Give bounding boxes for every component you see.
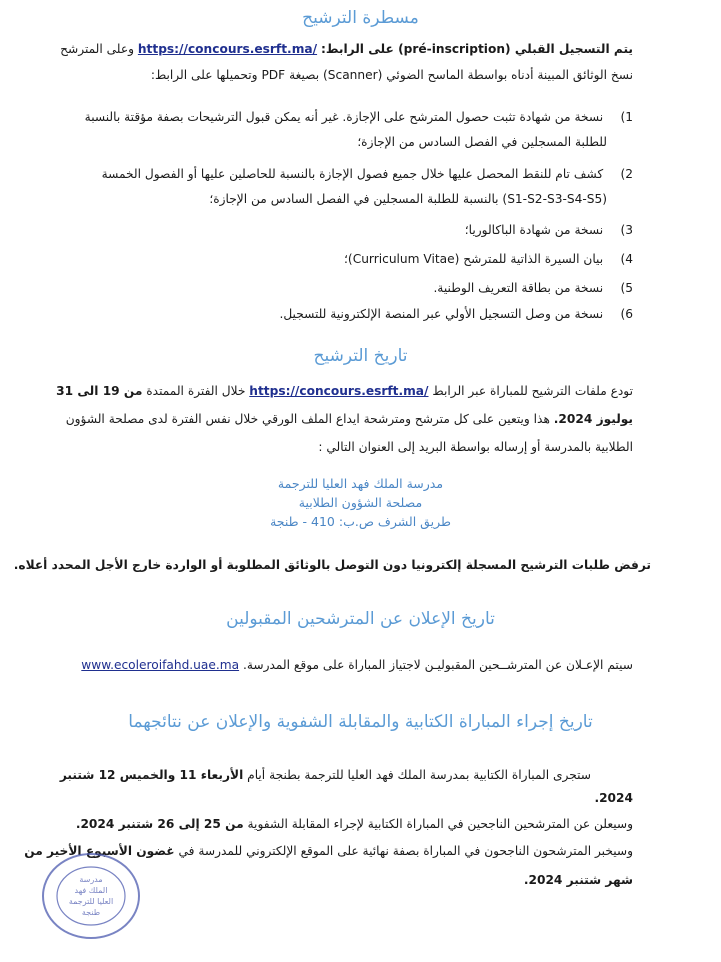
announcement-line [60,656,633,674]
list-item-1-cont: للطلبة المسجلين في الفصل السادس من الإجازة؛ [357,135,607,149]
registration-line [60,40,633,58]
registration-suffix: وعلى المترشح [60,42,134,56]
exam-final-month: شهر شتنبر 2024. [523,873,633,887]
exam-final-period: غضون الأسبوع الأخير من [24,844,175,858]
list-text: نسخة من شهادة تثبت حصول المترشح على الإجازة. غير أنه يمكن قبول الترشيحات بصفة مؤقتة بالنسبة [84,110,604,124]
stamp-line: الملك فهد [74,886,108,895]
address-service: مصلحة الشؤون الطلابية [298,495,423,510]
list-item-2 [60,165,633,183]
exam-line-1 [60,766,591,784]
list-text: نسخة من شهادة الباكالوريا؛ [464,223,604,237]
application-link[interactable]: https://concours.esrft.ma/ [249,384,429,398]
exam-oral-text: وسيعلن عن المترشحين الناجحين في المباراة الكتابية لإجراء المقابلة الشفوية [247,817,633,831]
application-line-2 [60,410,633,428]
list-text: نسخة من وصل التسجيل الأولي عبر المنصة الإلكترونية للتسجيل. [279,307,604,321]
list-number: 3) [620,223,633,237]
exam-final-text: وسيخبر المترشحون الناجحون في المباراة بصفة نهائية على الموقع الإلكتروني للمدرسة في [178,844,633,858]
list-text: بيان السيرة الذاتية للمترشح (Curriculum Vitae)؛ [344,252,604,266]
rejection-notice: ترفض طلبات الترشيح المسجلة إلكترونيا دون التوصل بالوثائق المطلوبة أو الواردة خارج الأجل المحدد أعلاه. [13,558,651,572]
stamp-line: مدرسة [79,875,103,884]
exam-line-3 [24,842,633,860]
stamp-line: العليا للترجمة [68,897,114,906]
list-number: 1) [620,110,633,124]
list-item-5 [60,279,633,297]
application-prefix: تودع ملفات الترشيح للمباراة عبر الرابط [432,384,633,398]
list-text: كشف تام للنقط المحصل عليها خلال جميع فصول الإجازة بالنسبة للحاصلين عليها أو الفصول الخمسة [101,167,604,181]
exam-oral-dates: من 25 إلى 26 شتنبر 2024. [75,817,244,831]
stamp-line: طنجة [81,908,101,917]
list-item-3 [60,221,633,239]
list-number: 4) [620,252,633,266]
application-period-end: يوليوز 2024. [553,412,633,426]
registration-prefix: يتم التسجيل القبلي (pré-inscription) على الرابط: [320,42,633,56]
exam-line-2 [60,815,633,833]
address-school: مدرسة الملك فهد العليا للترجمة [277,476,444,491]
list-item-2-cont: (S1-S2-S3-S4-S5) بالنسبة للطلبة المسجلين في الفصل السادس من الإجازة؛ [209,192,607,206]
registration-link[interactable]: https://concours.esrft.ma/ [137,42,318,56]
exam-written-text: ستجرى المباراة الكتابية بمدرسة الملك فهد العليا للترجمة بطنجة أيام [247,768,591,782]
announcement-text: سيتم الإعـلان عن المترشــحين المقبوليـن لاجتياز المباراة على موقع المدرسة. [242,658,633,672]
list-number: 6) [620,307,633,321]
exam-written-year: 2024. [594,791,633,805]
application-date-heading: تاريخ الترشيح [313,346,408,366]
application-suffix: خلال الفترة الممتدة [146,384,246,398]
list-number: 5) [620,281,633,295]
procedure-heading: مسطرة الترشيح [302,8,419,28]
list-item-6 [60,305,633,323]
application-instructions: هذا ويتعين على كل مترشح ومترشحة ايداع الملف الورقي خلال نفس الفترة لدى مصلحة الشؤون [65,412,550,426]
list-item-4 [60,250,633,268]
registration-line-2: نسخ الوثائق المبينة أدناه بواسطة الماسح الضوئي (Scanner) بصيغة PDF وتحميلها على الرابط: [150,68,633,82]
address-street: طريق الشرف ص.ب: 410 - طنجة [270,514,451,529]
list-item-1 [60,108,633,126]
announcement-heading: تاريخ الإعلان عن المترشحين المقبولين [226,609,495,629]
school-seal-stamp [40,850,142,942]
school-website-link[interactable]: www.ecoleroifahd.uae.ma [81,658,240,672]
exam-written-dates: الأربعاء 11 والخميس 12 شتنبر [59,768,244,782]
application-line-1 [56,382,633,400]
exam-heading: تاريخ إجراء المباراة الكتابية والمقابلة الشفوية والإعلان عن نتائجهما [128,712,593,732]
application-line-3: الطلابية بالمدرسة أو إرساله بواسطة البريد إلى العنوان التالي : [318,440,633,454]
list-text: نسخة من بطاقة التعريف الوطنية. [433,281,604,295]
list-number: 2) [620,167,633,181]
application-period-start: من 19 الى 31 [56,384,143,398]
